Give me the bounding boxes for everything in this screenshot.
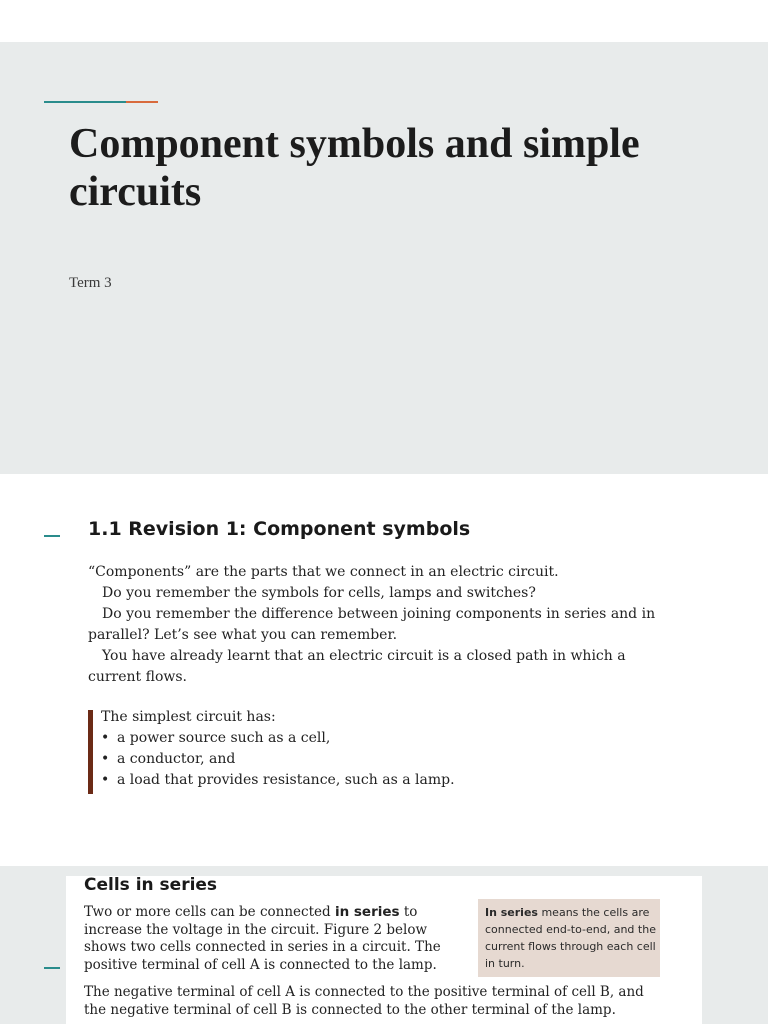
accent-line-orange xyxy=(126,101,158,103)
slide-subtitle: Term 3 xyxy=(69,275,112,291)
note-line: current flows through each cell xyxy=(485,940,656,953)
note-term: In series xyxy=(485,906,538,919)
body-text-continued xyxy=(84,983,704,1019)
box-accent-bar xyxy=(88,710,93,794)
note-line: in turn. xyxy=(485,957,525,970)
paragraph-line: the negative terminal of cell B is connected to the other terminal of the lamp. xyxy=(84,1002,616,1018)
box-intro: The simplest circuit has: xyxy=(101,709,276,725)
paragraph-line: You have already learnt that an electric circuit is a closed path in which a xyxy=(102,648,626,664)
title-slide xyxy=(0,42,768,474)
paragraph-line: current flows. xyxy=(88,669,188,685)
paragraph-line: The negative terminal of cell A is connected to the positive terminal of cell B, and xyxy=(84,984,644,1000)
paragraph-line: shows two cells connected in series in a circuit. The xyxy=(84,939,441,955)
bullet-item: • a conductor, and xyxy=(101,749,455,770)
body-text xyxy=(84,904,464,974)
bullet-list xyxy=(101,728,455,791)
slide-marker xyxy=(44,967,60,969)
slide-title: Component symbols and simple circuits xyxy=(69,121,640,215)
accent-line-teal xyxy=(44,101,126,103)
slide-marker xyxy=(44,535,60,537)
note-text xyxy=(485,904,657,972)
bold-term: in series xyxy=(334,904,400,920)
text-run: to xyxy=(399,904,418,920)
paragraph-line: positive terminal of cell A is connected to the lamp. xyxy=(84,956,437,973)
text-run: means the cells are xyxy=(537,906,650,919)
box-content xyxy=(101,707,455,791)
paragraph-line xyxy=(84,904,464,922)
paragraph-line: parallel? Let’s see what you can remember. xyxy=(88,627,398,643)
paragraph-line: “Components” are the parts that we connect in an electric circuit. xyxy=(88,564,559,580)
bullet-item: • a power source such as a cell, xyxy=(101,728,455,749)
note-line: connected end-to-end, and the xyxy=(485,923,656,936)
section-heading: Cells in series xyxy=(84,875,218,895)
section-heading: 1.1 Revision 1: Component symbols xyxy=(88,518,471,540)
bullet-item: • a load that provides resistance, such as a lamp. xyxy=(101,770,455,791)
note-line xyxy=(485,904,657,921)
text-run: Two or more cells can be connected xyxy=(84,904,335,920)
paragraph-line: Do you remember the symbols for cells, lamps and switches? xyxy=(102,585,536,601)
revision-slide xyxy=(0,474,768,866)
body-text xyxy=(88,562,668,688)
definition-note xyxy=(478,899,660,977)
paragraph-line: increase the voltage in the circuit. Figure 2 below xyxy=(84,921,428,938)
cells-in-series-slide xyxy=(0,866,768,1024)
paragraph-line: Do you remember the difference between joining components in series and in xyxy=(102,606,656,622)
